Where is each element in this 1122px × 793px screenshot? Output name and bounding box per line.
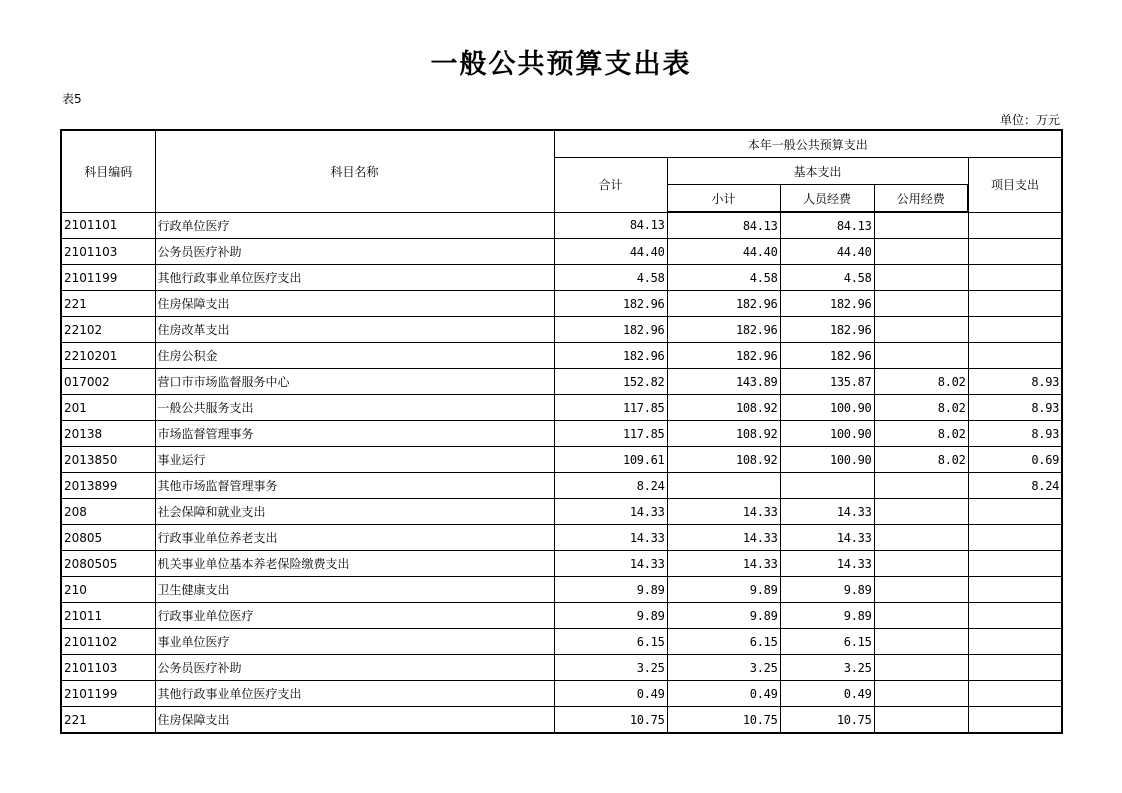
- cell-name: 一般公共服务支出: [155, 395, 554, 421]
- cell-name: 住房保障支出: [155, 291, 554, 317]
- cell-public: [874, 655, 968, 681]
- cell-personnel: [780, 473, 874, 499]
- header-subtotal: 小计: [667, 185, 780, 213]
- cell-code: 201: [61, 395, 155, 421]
- cell-public: [874, 473, 968, 499]
- cell-total: 182.96: [554, 291, 667, 317]
- cell-project: [968, 265, 1062, 291]
- cell-code: 21011: [61, 603, 155, 629]
- table-row: [61, 707, 1062, 734]
- cell-subtotal: 14.33: [667, 499, 780, 525]
- cell-public: [874, 629, 968, 655]
- cell-total: 109.61: [554, 447, 667, 473]
- cell-public: [874, 317, 968, 343]
- cell-subtotal: 14.33: [667, 525, 780, 551]
- table-row: [61, 603, 1062, 629]
- cell-subtotal: 44.40: [667, 239, 780, 265]
- cell-total: 44.40: [554, 239, 667, 265]
- cell-public: 8.02: [874, 421, 968, 447]
- cell-public: [874, 343, 968, 369]
- cell-subtotal: 108.92: [667, 395, 780, 421]
- cell-public: [874, 681, 968, 707]
- cell-name: 住房改革支出: [155, 317, 554, 343]
- cell-personnel: 0.49: [780, 681, 874, 707]
- cell-project: 8.93: [968, 395, 1062, 421]
- cell-personnel: 182.96: [780, 317, 874, 343]
- table-row: [61, 577, 1062, 603]
- cell-public: [874, 707, 968, 734]
- cell-subtotal: 6.15: [667, 629, 780, 655]
- cell-name: 住房保障支出: [155, 707, 554, 734]
- cell-public: [874, 499, 968, 525]
- cell-code: 2013899: [61, 473, 155, 499]
- cell-code: 2013850: [61, 447, 155, 473]
- cell-code: 22102: [61, 317, 155, 343]
- table-row: [61, 473, 1062, 499]
- cell-personnel: 14.33: [780, 525, 874, 551]
- cell-total: 152.82: [554, 369, 667, 395]
- unit-label: 单位：万元: [999, 113, 1060, 127]
- table-row: [61, 265, 1062, 291]
- cell-name: 市场监督管理事务: [155, 421, 554, 447]
- cell-subtotal: 4.58: [667, 265, 780, 291]
- header-project: 项目支出: [968, 158, 1062, 213]
- cell-project: [968, 317, 1062, 343]
- cell-name: 其他市场监督管理事务: [155, 473, 554, 499]
- cell-total: 10.75: [554, 707, 667, 734]
- cell-total: 0.49: [554, 681, 667, 707]
- table-number: 表5: [62, 92, 82, 106]
- table-row: [61, 655, 1062, 681]
- cell-public: 8.02: [874, 369, 968, 395]
- cell-public: [874, 551, 968, 577]
- cell-subtotal: 182.96: [667, 291, 780, 317]
- cell-subtotal: 9.89: [667, 577, 780, 603]
- cell-subtotal: 182.96: [667, 317, 780, 343]
- cell-subtotal: 143.89: [667, 369, 780, 395]
- cell-code: 2080505: [61, 551, 155, 577]
- cell-code: 210: [61, 577, 155, 603]
- table-row: [61, 317, 1062, 343]
- cell-subtotal: 14.33: [667, 551, 780, 577]
- cell-project: [968, 655, 1062, 681]
- cell-total: 84.13: [554, 212, 667, 239]
- cell-total: 14.33: [554, 499, 667, 525]
- cell-public: [874, 291, 968, 317]
- cell-project: [968, 681, 1062, 707]
- cell-public: [874, 577, 968, 603]
- cell-personnel: 135.87: [780, 369, 874, 395]
- cell-public: 8.02: [874, 395, 968, 421]
- table-row: [61, 421, 1062, 447]
- cell-subtotal: 10.75: [667, 707, 780, 734]
- cell-code: 2210201: [61, 343, 155, 369]
- cell-personnel: 182.96: [780, 343, 874, 369]
- table-row: [61, 291, 1062, 317]
- table-row: [61, 369, 1062, 395]
- cell-total: 6.15: [554, 629, 667, 655]
- table-row: [61, 212, 1062, 239]
- cell-subtotal: 182.96: [667, 343, 780, 369]
- cell-public: [874, 525, 968, 551]
- cell-public: [874, 603, 968, 629]
- cell-public: [874, 265, 968, 291]
- cell-project: [968, 499, 1062, 525]
- header-current-year: 本年一般公共预算支出: [554, 130, 1062, 158]
- cell-code: 20138: [61, 421, 155, 447]
- cell-total: 117.85: [554, 421, 667, 447]
- header-basic: 基本支出: [667, 158, 968, 185]
- cell-code: 017002: [61, 369, 155, 395]
- cell-total: 182.96: [554, 317, 667, 343]
- cell-total: 3.25: [554, 655, 667, 681]
- table-row: [61, 499, 1062, 525]
- cell-project: [968, 343, 1062, 369]
- cell-project: [968, 291, 1062, 317]
- cell-name: 营口市市场监督服务中心: [155, 369, 554, 395]
- cell-total: 8.24: [554, 473, 667, 499]
- cell-public: [874, 212, 968, 239]
- cell-project: 8.24: [968, 473, 1062, 499]
- cell-personnel: 9.89: [780, 577, 874, 603]
- cell-name: 其他行政事业单位医疗支出: [155, 265, 554, 291]
- cell-code: 2101103: [61, 655, 155, 681]
- cell-project: 8.93: [968, 421, 1062, 447]
- cell-personnel: 100.90: [780, 447, 874, 473]
- cell-code: 2101102: [61, 629, 155, 655]
- cell-project: [968, 707, 1062, 734]
- cell-project: [968, 577, 1062, 603]
- cell-project: 8.93: [968, 369, 1062, 395]
- cell-personnel: 100.90: [780, 421, 874, 447]
- cell-project: [968, 525, 1062, 551]
- cell-code: 2101199: [61, 265, 155, 291]
- table-header: [61, 130, 1062, 212]
- cell-subtotal: 84.13: [667, 212, 780, 239]
- cell-project: [968, 551, 1062, 577]
- table-row: [61, 239, 1062, 265]
- cell-total: 14.33: [554, 551, 667, 577]
- cell-personnel: 14.33: [780, 499, 874, 525]
- cell-total: 182.96: [554, 343, 667, 369]
- cell-total: 14.33: [554, 525, 667, 551]
- cell-name: 卫生健康支出: [155, 577, 554, 603]
- cell-code: 208: [61, 499, 155, 525]
- cell-name: 其他行政事业单位医疗支出: [155, 681, 554, 707]
- cell-project: 0.69: [968, 447, 1062, 473]
- cell-public: [874, 239, 968, 265]
- cell-name: 机关事业单位基本养老保险缴费支出: [155, 551, 554, 577]
- table-row: [61, 629, 1062, 655]
- cell-name: 公务员医疗补助: [155, 239, 554, 265]
- table-row: [61, 551, 1062, 577]
- cell-code: 2101103: [61, 239, 155, 265]
- cell-project: [968, 629, 1062, 655]
- cell-name: 行政事业单位医疗: [155, 603, 554, 629]
- cell-personnel: 84.13: [780, 212, 874, 239]
- cell-code: 221: [61, 291, 155, 317]
- cell-name: 住房公积金: [155, 343, 554, 369]
- cell-total: 4.58: [554, 265, 667, 291]
- cell-project: [968, 603, 1062, 629]
- cell-personnel: 4.58: [780, 265, 874, 291]
- cell-subtotal: 108.92: [667, 447, 780, 473]
- header-name: 科目名称: [155, 130, 554, 212]
- cell-subtotal: 9.89: [667, 603, 780, 629]
- cell-personnel: 3.25: [780, 655, 874, 681]
- cell-personnel: 9.89: [780, 603, 874, 629]
- cell-subtotal: [667, 473, 780, 499]
- table-row: [61, 395, 1062, 421]
- table-row: [61, 525, 1062, 551]
- header-public: 公用经费: [874, 185, 968, 213]
- cell-project: [968, 239, 1062, 265]
- table-row: [61, 681, 1062, 707]
- cell-total: 9.89: [554, 577, 667, 603]
- cell-subtotal: 3.25: [667, 655, 780, 681]
- header-total: 合计: [554, 158, 667, 213]
- cell-code: 221: [61, 707, 155, 734]
- cell-name: 行政单位医疗: [155, 212, 554, 239]
- cell-code: 20805: [61, 525, 155, 551]
- cell-total: 9.89: [554, 603, 667, 629]
- cell-subtotal: 0.49: [667, 681, 780, 707]
- cell-code: 2101101: [61, 212, 155, 239]
- cell-name: 事业单位医疗: [155, 629, 554, 655]
- table-body: [61, 212, 1062, 733]
- cell-total: 117.85: [554, 395, 667, 421]
- page-title: 一般公共预算支出表: [430, 49, 692, 80]
- table-row: [61, 343, 1062, 369]
- cell-personnel: 14.33: [780, 551, 874, 577]
- cell-name: 社会保障和就业支出: [155, 499, 554, 525]
- cell-project: [968, 212, 1062, 239]
- cell-personnel: 44.40: [780, 239, 874, 265]
- cell-code: 2101199: [61, 681, 155, 707]
- cell-personnel: 182.96: [780, 291, 874, 317]
- table-row: [61, 447, 1062, 473]
- cell-personnel: 100.90: [780, 395, 874, 421]
- cell-personnel: 10.75: [780, 707, 874, 734]
- expenditure-table: [60, 129, 1063, 734]
- header-code: 科目编码: [61, 130, 155, 212]
- cell-name: 事业运行: [155, 447, 554, 473]
- cell-name: 公务员医疗补助: [155, 655, 554, 681]
- cell-subtotal: 108.92: [667, 421, 780, 447]
- cell-name: 行政事业单位养老支出: [155, 525, 554, 551]
- header-personnel: 人员经费: [780, 185, 874, 213]
- cell-public: 8.02: [874, 447, 968, 473]
- cell-personnel: 6.15: [780, 629, 874, 655]
